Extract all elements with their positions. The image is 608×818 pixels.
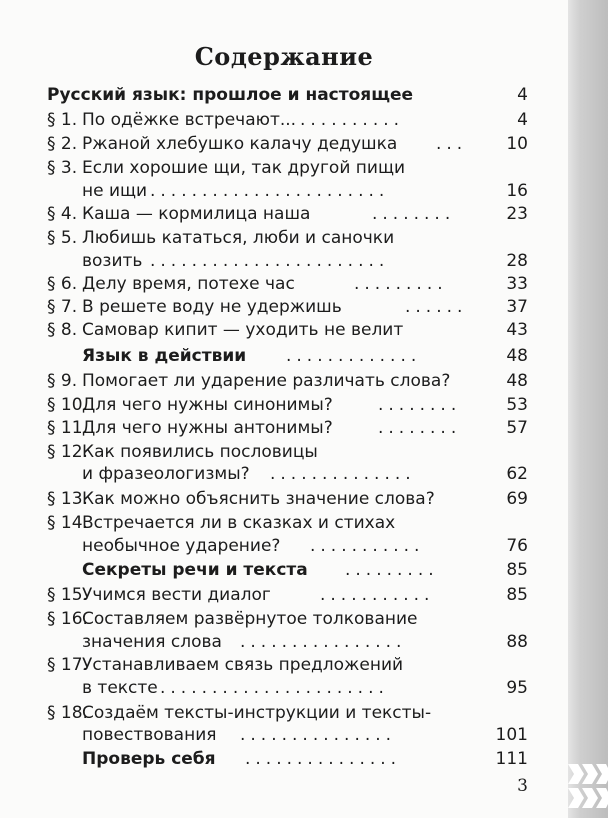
leader-dots: .......................: [150, 181, 390, 201]
entry-title: Встречается ли в сказках и стихах: [82, 513, 396, 533]
entry-number: § 14.: [47, 513, 88, 533]
entry-title-cont: значения слова: [82, 632, 222, 652]
toc-entry-5-cont: [0, 250, 568, 272]
entry-page: 62: [506, 464, 528, 484]
part-page: 48: [506, 346, 528, 366]
page-number: 3: [517, 776, 528, 796]
toc-entry-8: [0, 319, 568, 341]
entry-title-cont: в тексте: [82, 678, 158, 698]
toc-entry-9: [0, 370, 568, 392]
entry-page: 95: [506, 678, 528, 698]
entry-title: Если хорошие щи, так другой пищи: [82, 158, 405, 178]
toc-entry-3: [0, 157, 568, 179]
toc-entry-11: [0, 417, 568, 439]
toc-entry-14: [0, 512, 568, 534]
toc-part-1: [0, 84, 568, 106]
entry-title: Как появились пословицы: [82, 442, 318, 462]
entry-title: Составляем развёрнутое толкование: [82, 609, 418, 629]
toc-part-3: [0, 559, 568, 581]
entry-page: 85: [506, 585, 528, 605]
entry-page: 48: [506, 371, 528, 391]
toc-entry-12-cont: [0, 463, 568, 485]
leader-dots: .........: [354, 274, 448, 294]
entry-number: § 4.: [47, 204, 78, 224]
entry-number: § 3.: [47, 158, 78, 178]
entry-number: § 5.: [47, 228, 78, 248]
leader-dots: .........: [345, 560, 439, 580]
part-page: 4: [517, 85, 528, 105]
entry-title-cont: и фразеологизмы?: [82, 464, 250, 484]
entry-number: § 6.: [47, 274, 78, 294]
leader-dots: ...............: [245, 749, 402, 769]
leader-dots: ......: [405, 297, 468, 317]
toc-entry-2: [0, 133, 568, 155]
entry-page: 23: [506, 204, 528, 224]
entry-page: 37: [506, 297, 528, 317]
entry-number: § 1.: [47, 110, 78, 130]
entry-title: Ржаной хлебушко калачу дедушка: [82, 134, 398, 154]
entry-title-cont: повествования: [82, 725, 217, 745]
leader-dots: .......................: [150, 251, 390, 271]
leader-dots: ...........: [320, 585, 435, 605]
entry-title: Делу время, потехе час: [82, 274, 295, 294]
leader-dots: ...........: [310, 536, 425, 556]
entry-number: § 16.: [47, 609, 88, 629]
entry-number: § 17.: [47, 655, 88, 675]
toc-entry-12: [0, 441, 568, 463]
chevron-decoration-icon: [568, 760, 608, 812]
entry-number: § 10.: [47, 395, 88, 415]
entry-title: Любишь кататься, люби и саночки: [82, 228, 395, 248]
toc-entry-15: [0, 584, 568, 606]
toc-entry-10: [0, 394, 568, 416]
toc-entry-17-cont: [0, 677, 568, 699]
leader-dots: ........: [372, 204, 456, 224]
toc-entry-13: [0, 488, 568, 510]
entry-page: 57: [506, 418, 528, 438]
part-label: Проверь себя: [82, 749, 216, 769]
part-label: Секреты речи и текста: [82, 560, 308, 580]
entry-title-cont: возить: [82, 251, 143, 271]
leader-dots: ................: [240, 632, 407, 652]
toc-entry-17: [0, 654, 568, 676]
toc-entry-18-cont: [0, 724, 568, 746]
entry-title: В решете воду не удержишь: [82, 297, 342, 317]
entry-title: Для чего нужны антонимы?: [82, 418, 333, 438]
entry-page: 101: [495, 725, 528, 745]
entry-title-cont: не ищи: [82, 181, 148, 201]
leader-dots: ..............: [270, 464, 416, 484]
entry-title: Для чего нужны синонимы?: [82, 395, 333, 415]
leader-dots: .............: [286, 346, 422, 366]
toc-entry-4: [0, 203, 568, 225]
entry-title: Самовар кипит — уходить не велит: [82, 320, 404, 340]
entry-number: § 18.: [47, 703, 88, 723]
entry-page: 10: [506, 134, 528, 154]
entry-title-cont: необычное ударение?: [82, 536, 281, 556]
page-edge: [568, 0, 608, 818]
entry-page: 43: [506, 320, 528, 340]
entry-number: § 12.: [47, 442, 88, 462]
entry-page: 69: [506, 489, 528, 509]
part-page: 85: [506, 560, 528, 580]
leader-dots: ........: [378, 418, 462, 438]
entry-number: § 13.: [47, 489, 88, 509]
part-label: Русский язык: прошлое и настоящее: [47, 85, 414, 105]
toc-entry-14-cont: [0, 535, 568, 557]
entry-page: 53: [506, 395, 528, 415]
toc-entry-18: [0, 702, 568, 724]
toc-entry-6: [0, 273, 568, 295]
entry-title: Учимся вести диалог: [82, 585, 271, 605]
entry-title: По одёжке встречают...: [82, 110, 297, 130]
leader-dots: ..........: [300, 110, 405, 130]
entry-page: 33: [506, 274, 528, 294]
entry-number: § 8.: [47, 320, 78, 340]
entry-title: Устанавливаем связь предложений: [82, 655, 404, 675]
toc-entry-3-cont: [0, 180, 568, 202]
leader-dots: ...............: [240, 725, 397, 745]
part-label: Язык в действии: [82, 346, 247, 366]
toc-entry-7: [0, 296, 568, 318]
entry-title: Помогает ли ударение различать слова?: [82, 371, 451, 391]
entry-title: Как можно объяснить значение слова?: [82, 489, 435, 509]
entry-number: § 7.: [47, 297, 78, 317]
entry-number: § 9.: [47, 371, 78, 391]
toc-part-4: [0, 748, 568, 770]
page-title: Содержание: [194, 42, 374, 71]
entry-page: 28: [506, 251, 528, 271]
leader-dots: ...: [436, 134, 468, 154]
entry-page: 16: [506, 181, 528, 201]
leader-dots: ........: [378, 395, 462, 415]
entry-page: 88: [506, 632, 528, 652]
entry-page: 4: [517, 110, 528, 130]
leader-dots: ......................: [160, 678, 389, 698]
toc-entry-1: [0, 109, 568, 131]
toc-part-2: [0, 345, 568, 367]
entry-number: § 11.: [47, 418, 88, 438]
toc-entry-16: [0, 608, 568, 630]
toc-entry-5: [0, 227, 568, 249]
part-page: 111: [495, 749, 528, 769]
entry-title: Каша — кормилица наша: [82, 204, 311, 224]
entry-page: 76: [506, 536, 528, 556]
entry-number: § 2.: [47, 134, 78, 154]
entry-title: Создаём тексты-инструкции и тексты-: [82, 703, 432, 723]
entry-number: § 15.: [47, 585, 88, 605]
toc-entry-16-cont: [0, 631, 568, 653]
